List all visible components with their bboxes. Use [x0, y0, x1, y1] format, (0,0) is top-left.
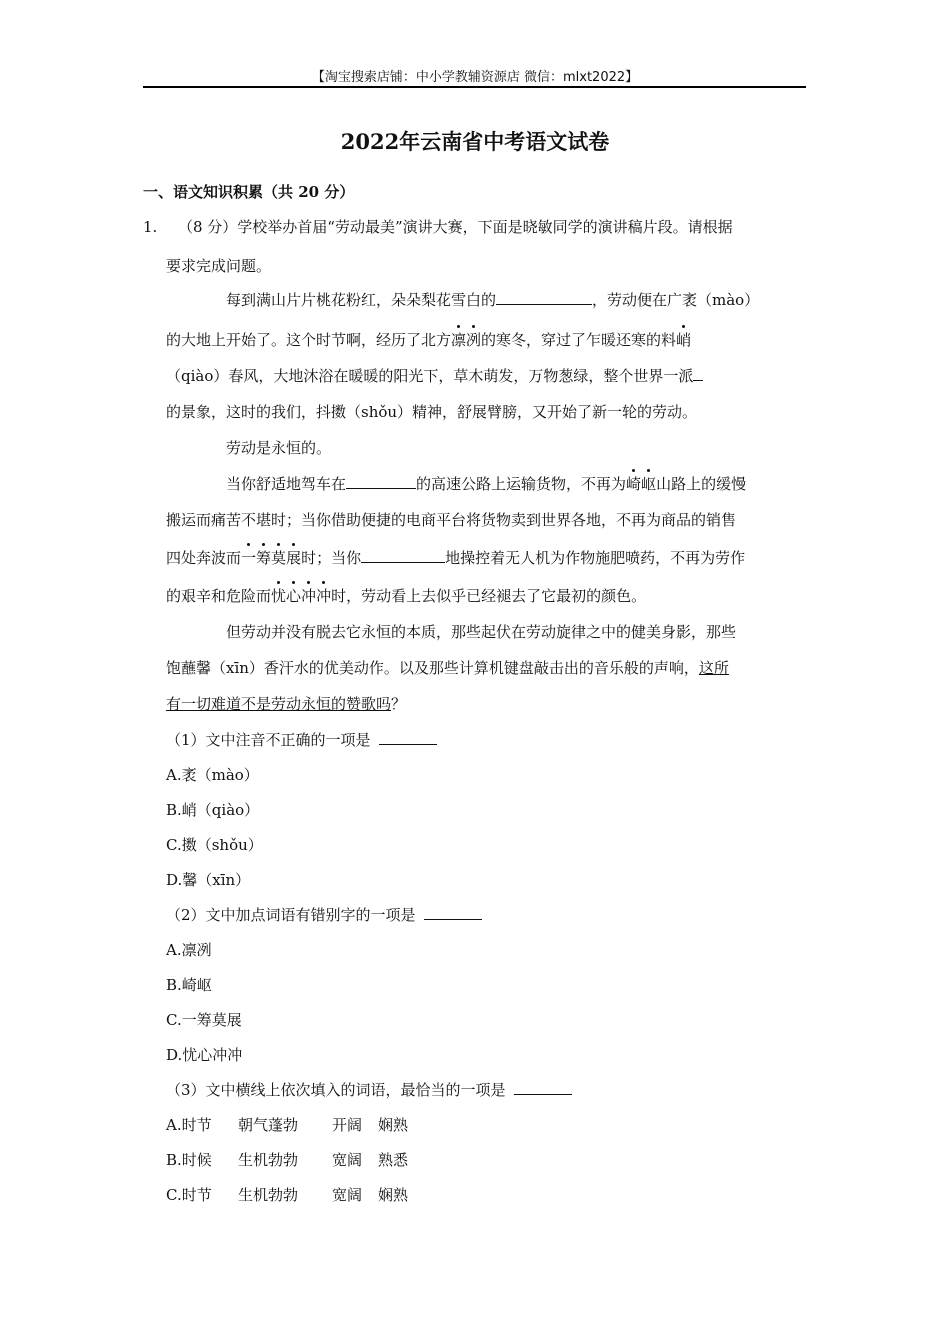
stem-text: （2）文中加点词语有错别字的一项是	[166, 906, 416, 924]
option-word: 娴熟	[378, 1186, 409, 1204]
dotted-char: 峭	[676, 331, 692, 349]
option-3b	[166, 1150, 408, 1170]
option-2a: A.凛冽	[166, 941, 212, 959]
underlined-sentence: 这所	[698, 659, 729, 677]
passage-text: 的高速公路上运输货物，不再为	[416, 475, 627, 493]
passage-text: 四处奔波而	[166, 549, 242, 567]
option-word: 熟悉	[378, 1151, 409, 1169]
passage-text: 当你舒适地驾车在	[226, 475, 347, 493]
option-1d: D.馨（xīn）	[166, 871, 251, 889]
stem-text: （3）文中横线上依次填入的词语，最恰当的一项是	[166, 1081, 506, 1099]
passage-text: 山路上的缓慢	[656, 475, 747, 493]
passage-p3-line2: 搬运而痛苦不堪时；当你借助便捷的电商平台将货物卖到世界各地，不再为商品的销售	[166, 511, 737, 529]
option-1c: C.擞（shǒu）	[166, 836, 263, 854]
passage-p1-line2	[166, 330, 691, 350]
dotted-char: 冽	[466, 331, 482, 349]
question-intro-line1: （8 分）学校举办首届“劳动最美”演讲大赛，下面是晓敏同学的演讲稿片段。请根据	[178, 218, 733, 236]
passage-p4-line3	[166, 694, 406, 714]
option-1b: B.峭（qiào）	[166, 801, 260, 819]
dotted-char: 莫	[271, 549, 287, 567]
fill-blank-2	[693, 366, 703, 381]
passage-text: 每到满山片片桃花粉红，朵朵梨花雪白的	[226, 291, 497, 309]
passage-text: ，劳动便在广袤（mào）	[592, 291, 760, 309]
question-number: 1.	[143, 218, 158, 236]
passage-text: 的寒冬，穿过了乍暖还寒的料	[481, 331, 677, 349]
option-3a	[166, 1115, 408, 1135]
option-2b: B.崎岖	[166, 976, 212, 994]
dotted-char: 岖	[641, 475, 657, 493]
fill-blank-3	[346, 474, 416, 489]
option-3c	[166, 1185, 408, 1205]
option-word: 生机勃勃	[238, 1186, 299, 1204]
fill-blank-1	[496, 290, 592, 305]
option-word: 宽阔	[332, 1186, 363, 1204]
dotted-char: 冲	[301, 587, 317, 605]
option-label: B.时候	[166, 1151, 212, 1169]
dotted-char: 一	[241, 549, 257, 567]
option-label: A.时节	[166, 1116, 212, 1134]
passage-p1-line1	[226, 290, 759, 310]
option-word: 开阔	[332, 1116, 363, 1134]
dotted-char: 心	[286, 587, 302, 605]
passage-text: 时；当你	[301, 549, 362, 567]
page-title: 2022年云南省中考语文试卷	[340, 129, 610, 154]
stem-text: （1）文中注音不正确的一项是	[166, 731, 371, 749]
subquestion-1-stem	[166, 730, 437, 750]
subquestion-3-stem	[166, 1080, 572, 1100]
answer-blank	[379, 730, 437, 745]
dotted-char: 崎	[626, 475, 642, 493]
option-2c: C.一筹莫展	[166, 1011, 242, 1029]
page-header-banner: 【淘宝搜索店铺：中小学教辅资源店 微信：mlxt2022】	[311, 70, 639, 85]
passage-p1-line4: 的景象，这时的我们，抖擞（shǒu）精神，舒展臂膀，又开始了新一轮的劳动。	[166, 403, 698, 421]
option-label: C.时节	[166, 1186, 212, 1204]
passage-text: 地操控着无人机为作物施肥喷药，不再为劳作	[445, 549, 746, 567]
passage-p4-line2	[166, 658, 729, 678]
passage-p3-line4	[166, 586, 646, 606]
option-word: 朝气蓬勃	[238, 1116, 299, 1134]
option-word: 宽阔	[332, 1151, 363, 1169]
header-divider	[143, 86, 806, 88]
passage-text: 时，劳动看上去似乎已经褪去了它最初的颜色。	[331, 587, 647, 605]
passage-text: ？	[391, 695, 407, 713]
dotted-char: 冲	[316, 587, 332, 605]
option-1a: A.袤（mào）	[166, 766, 259, 784]
section-heading: 一、语文知识积累（共 20 分）	[143, 183, 355, 201]
option-2d: D.忧心冲冲	[166, 1046, 243, 1064]
passage-text: 饱蘸馨（xīn）香汗水的优美动作。以及那些计算机键盘敲击出的音乐般的声响，	[166, 659, 699, 677]
passage-text: 的大地上开始了。这个时节啊，经历了北方	[166, 331, 452, 349]
passage-p3-line1	[226, 474, 746, 494]
passage-p1-line3	[166, 366, 703, 386]
question-intro-line2: 要求完成问题。	[166, 257, 272, 275]
option-word: 生机勃勃	[238, 1151, 299, 1169]
passage-p4-line1: 但劳动并没有脱去它永恒的本质，那些起伏在劳动旋律之中的健美身影，那些	[226, 623, 737, 641]
passage-text: 的艰辛和危险而	[166, 587, 272, 605]
passage-p3-line3	[166, 548, 745, 568]
passage-p2: 劳动是永恒的。	[226, 439, 332, 457]
dotted-char: 筹	[256, 549, 272, 567]
passage-text: （qiào）春风，大地沐浴在暖暖的阳光下，草木萌发，万物葱绿，整个世界一派	[166, 367, 694, 385]
dotted-char: 凛	[451, 331, 467, 349]
fill-blank-4	[361, 548, 445, 563]
dotted-char: 忧	[271, 587, 287, 605]
option-word: 娴熟	[378, 1116, 409, 1134]
underlined-sentence: 有一切难道不是劳动永恒的赞歌吗	[166, 695, 392, 713]
subquestion-2-stem	[166, 905, 482, 925]
dotted-char: 展	[286, 549, 302, 567]
answer-blank	[514, 1080, 572, 1095]
answer-blank	[424, 905, 482, 920]
